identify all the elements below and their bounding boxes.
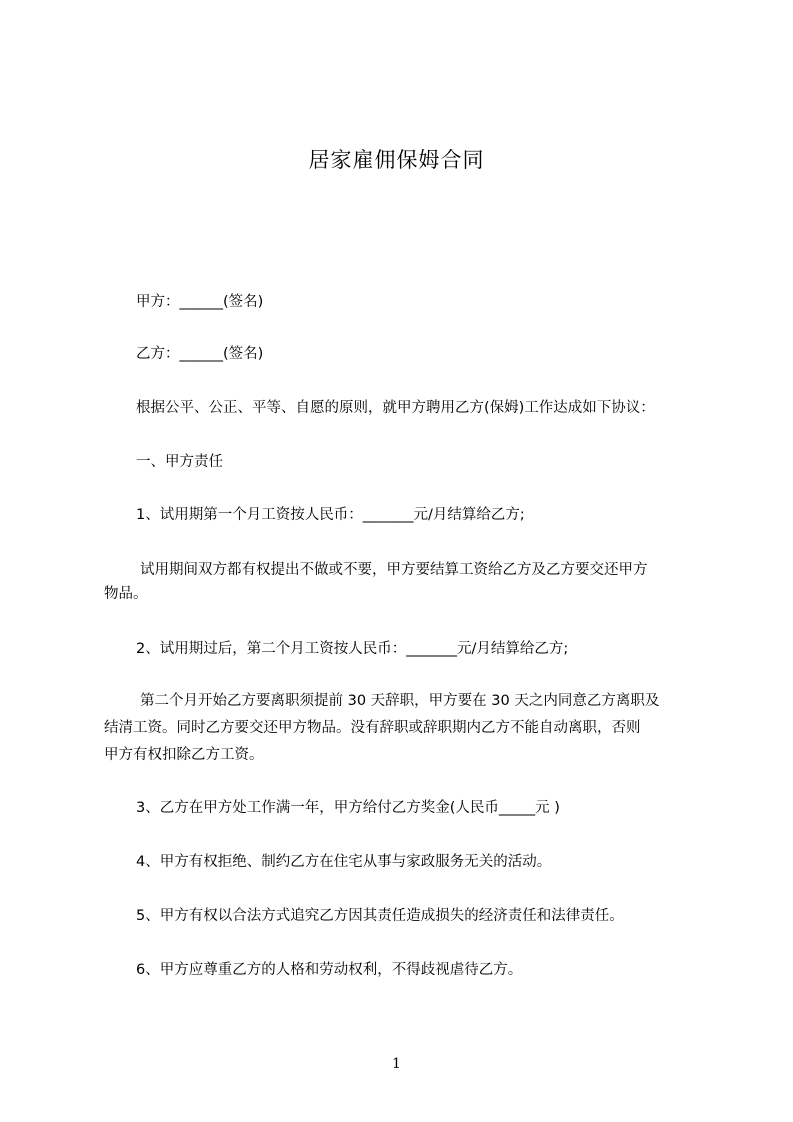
clause-1-note-line-1: 试用期间双方都有权提出不做或不要，甲方要结算工资给乙方及乙方要交还甲方	[140, 562, 648, 578]
clause-5: 5、甲方有权以合法方式追究乙方因其责任造成损失的经济责任和法律责任。	[136, 908, 624, 924]
clause-2-note-line-1: 第二个月开始乙方要离职须提前 30 天辞职，甲方要在 30 天之内同意乙方离职及	[140, 693, 660, 709]
clause-4: 4、甲方有权拒绝、制约乙方在住宅从事与家政服务无关的活动。	[136, 854, 552, 870]
clause-2-note-line-3: 甲方有权扣除乙方工资。	[104, 747, 264, 763]
preamble: 根据公平、公正、平等、自愿的原则，就甲方聘用乙方(保姆)工作达成如下协议：	[136, 400, 655, 416]
contract-title: 居家雇佣保姆合同	[308, 148, 485, 172]
clause-1-note-line-2: 物品。	[104, 586, 148, 602]
section1-heading: 一、甲方责任	[136, 454, 223, 470]
clause-3: 3、乙方在甲方处工作满一年，甲方给付乙方奖金(人民币_____元 )	[136, 800, 560, 816]
clause-1: 1、试用期第一个月工资按人民币：_______元/月结算给乙方;	[136, 507, 525, 523]
clause-2-note-line-2: 结清工资。同时乙方要交还甲方物品。没有辞职或辞职期内乙方不能自动离职，否则	[104, 720, 641, 736]
clause-6: 6、甲方应尊重乙方的人格和劳动权利，不得歧视虐待乙方。	[136, 962, 523, 978]
page-number: 1	[392, 1056, 401, 1072]
party-a-line: 甲方：______(签名)	[136, 294, 264, 310]
party-b-line: 乙方：______(签名)	[136, 346, 264, 362]
clause-2: 2、试用期过后，第二个月工资按人民币：_______元/月结算给乙方;	[136, 641, 569, 657]
